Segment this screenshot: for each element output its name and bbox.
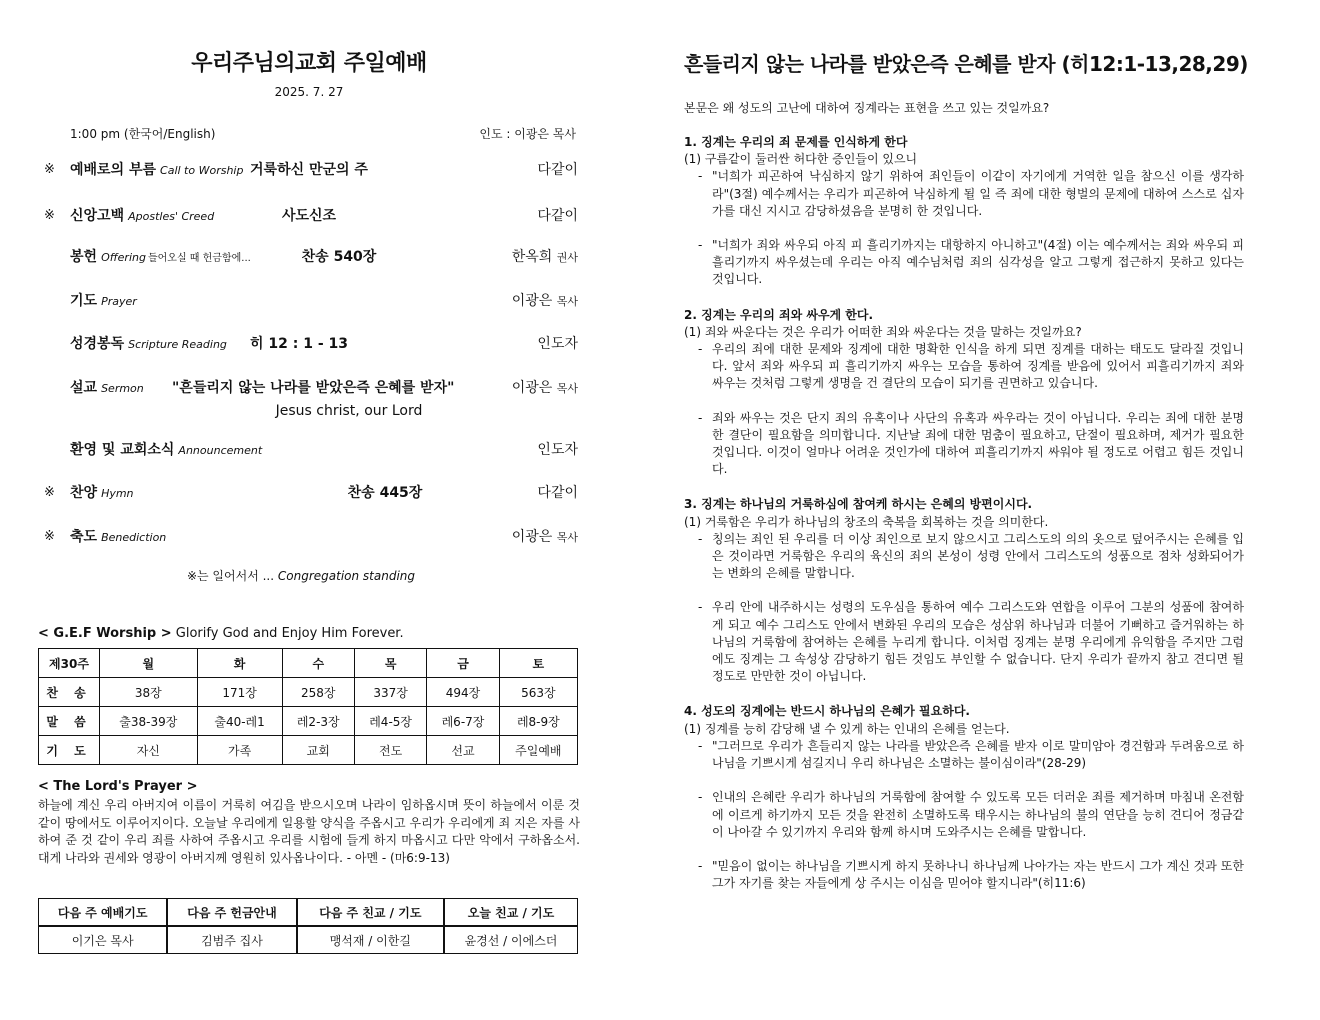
table-row (38, 926, 578, 954)
standing-note (30, 567, 572, 584)
order-item-ko-label: 신앙고백 (70, 208, 125, 224)
order-item-content: 거룩하신 만군의 주 (250, 162, 368, 178)
section-bullet (684, 789, 1244, 841)
order-item-content: 히 12 : 1 - 13 (249, 336, 348, 352)
standing-mark: ※ (44, 485, 55, 500)
order-item-content: 사도신조 (281, 208, 337, 224)
order-item-ko-label: 찬양 (70, 485, 98, 501)
order-item (38, 205, 580, 229)
bullet-text: "그러므로 우리가 흔들리지 않는 나라를 받았은즉 은혜를 받자 이로 말미암아 경건함과 두려움으로 하나님을 기쁘시게 섬길지니 우리 하나님은 소멸하는 불이심이라"(28-29) (712, 738, 1244, 771)
outline-section (684, 496, 1244, 685)
sermon-subtitle: Jesus christ, our Lord (275, 403, 423, 419)
table-row-header: 말 씀 (39, 707, 100, 736)
section-bullet (684, 410, 1244, 479)
section-bullet (684, 599, 1244, 685)
dash-icon: - (698, 410, 703, 425)
outline-section (684, 134, 1244, 289)
lords-prayer-title: < The Lord's Prayer > (38, 779, 198, 794)
order-item (38, 526, 580, 550)
person-title: 목사 (556, 295, 578, 308)
table-cell: 38장 (100, 678, 198, 707)
section-bullet (684, 738, 1244, 772)
table-cell: 258장 (282, 678, 354, 707)
table-cell: 가족 (197, 736, 282, 765)
person-name: 이광은 (511, 293, 553, 309)
sermon-outline-title: 흔들리지 않는 나라를 받았은즉 은혜를 받자 (히12:1-13,28,29) (684, 52, 1248, 76)
section-bullet (684, 341, 1244, 393)
order-item-person: 다같이 (537, 208, 578, 224)
order-item-extra: 들어오실 때 헌금함에... (147, 253, 251, 264)
dash-icon: - (698, 600, 703, 615)
table-header: 오늘 친교 / 기도 (444, 898, 578, 926)
table-cell: 레6-7장 (427, 707, 499, 736)
person-name: 이광은 (511, 529, 553, 545)
order-item-english: Apostles' Creed (128, 210, 215, 223)
gef-label: < G.E.F Worship > (38, 626, 172, 641)
bullet-text: 죄와 싸우는 것은 단지 죄의 유혹이나 사단의 유혹과 싸우라는 것이 아닙니다. 우리는 죄에 대한 분명한 결단이 필요함을 의미합니다. 지난날 죄에 대한 멈춤이 필요하고, 단절이 필요하며, 제거가 필요한 것입니다. 이것이 얼마나 어려운 것인가에 대하여 피흘리기까지 싸워야 될 정도로 어렵고 힘든 것입니다. (712, 410, 1244, 477)
service-time: 1:00 pm (한국어/English) (70, 127, 216, 141)
table-cell: 김범주 집사 (167, 926, 296, 954)
person-title: 목사 (556, 382, 578, 395)
section-heading: 1. 징계는 우리의 죄 문제를 인식하게 한다 (684, 135, 908, 149)
table-cell: 레2-3장 (282, 707, 354, 736)
order-item-content: 찬송 445장 (347, 485, 423, 501)
section-heading: 4. 성도의 징계에는 반드시 하나님의 은혜가 필요하다. (684, 704, 970, 719)
order-item-korean (70, 377, 144, 397)
table-row (39, 736, 578, 765)
order-item (38, 482, 580, 506)
section-bullet (684, 168, 1244, 220)
order-item-english: Scripture Reading (128, 338, 227, 351)
table-row (39, 678, 578, 707)
order-item-ko-label: 예배로의 부름 (70, 162, 157, 178)
order-item-english: Prayer (101, 295, 137, 308)
bullet-text: "너희가 죄와 싸우되 아직 피 흘리기까지는 대항하지 아니하고"(4절) 이는 예수께서는 죄와 싸우되 피흘리기까지 싸우셨는데 우리는 아직 예수님처럼 죄의 심각성을 알고 그렇게 접근하지 못하고 있다는 것입니다. (712, 238, 1244, 287)
table-cell: 563장 (499, 678, 577, 707)
standing-mark: ※ (44, 162, 55, 177)
table-cell: 교회 (282, 736, 354, 765)
table-header: 월 (100, 649, 198, 678)
dash-icon: - (698, 169, 703, 184)
section-bullet (684, 237, 1244, 289)
table-cell: 337장 (354, 678, 426, 707)
bullet-text: 우리 안에 내주하시는 성령의 도우심을 통하여 예수 그리스도와 연합을 이루어 그분의 성품에 참여하게 되고 예수 그리스도 안에서 변화된 우리의 모습은 성삼위 하나님과 더불어 기뻐하고 즐거워하는 하나님의 거룩함에 참여하는 은혜를 누리게 합니다. 이처럼 징계는 분명 우리에게 유익함을 주지만 그럼에도 징계는 그 속성상 감당하기 힘든 것임도 부인할 수 없습니다. 단지 우리가 끝까지 참고 견디면 될 정도로 만만한 것이 아닙니다. (712, 600, 1244, 684)
table-header: 수 (282, 649, 354, 678)
bullet-text: 우리의 죄에 대한 문제와 징계에 대한 명확한 인식을 하게 되면 징계를 대하는 태도도 달라질 것입니다. 앞서 죄와 싸우되 피 흘리기까지 싸우는 모습을 통하여 징계를 받음에 있어서 피흘리기까지 죄와 싸우는 것처럼 그렇게 생명을 건 결단의 모습이 되기를 권면하고 있습니다. (712, 342, 1244, 391)
order-item-english: Offering (101, 251, 146, 264)
section-point: (1) 죄와 싸운다는 것은 우리가 어떠한 죄와 싸운다는 것을 말하는 것일까요? (684, 324, 1082, 339)
order-item (38, 159, 580, 183)
order-item-ko-label: 환영 및 교회소식 (70, 442, 175, 458)
dash-icon: - (698, 342, 703, 357)
standing-mark: ※ (44, 529, 55, 544)
bullet-text: "너희가 피곤하여 낙심하지 않기 위하여 죄인들이 이같이 자기에게 거역한 일을 참으신 이를 생각하라"(3절) 예수께서는 우리가 피곤하여 낙심하게 될 일 즉 죄에 대한 형벌의 문제에 대하여 스스로 십자가를 대신 지시고 감당하셨음을 분명히 한 것입니다. (712, 169, 1244, 218)
order-item-person: 다같이 (537, 485, 578, 501)
order-item-person (512, 377, 578, 397)
bullet-text: "믿음이 없이는 하나님을 기쁘시게 하지 못하나니 하나님께 나아가는 자는 반드시 그가 계신 것과 또한 그가 자기를 찾는 자들에게 상 주시는 이심을 믿어야 할지니라"(히11:6) (712, 858, 1244, 891)
order-item (38, 333, 580, 357)
outline-section (684, 307, 1244, 479)
person-name: 한옥희 (511, 249, 553, 265)
table-cell: 171장 (197, 678, 282, 707)
section-point: (1) 구름같이 둘러싼 허다한 증인들이 있으니 (684, 152, 918, 167)
service-leader: 인도 : 이광은 목사 (479, 127, 576, 141)
service-meta (38, 125, 580, 145)
section-heading: 3. 징계는 하나님의 거룩하심에 참여케 하시는 은혜의 방편이시다. (684, 497, 1033, 512)
order-item-korean (70, 290, 137, 310)
order-item-ko-label: 설교 (70, 380, 98, 396)
table-row-header: 기 도 (39, 736, 100, 765)
order-item-english: Hymn (101, 487, 134, 500)
table-cell: 윤경선 / 이에스더 (444, 926, 578, 954)
table-cell: 맹석재 / 이한길 (297, 926, 444, 954)
bullet-text: 인내의 은혜란 우리가 하나님의 거룩함에 참여할 수 있도록 모든 더러운 죄를 제거하며 마침내 온전함에 이르게 하기까지 모든 것을 완전히 소멸하도록 태우시는 하나님의 불의 연단을 능히 견디어 정금같이 나아갈 수 있기까지 우리와 함께 하시며 도와주시는 은혜를 말합니다. (712, 790, 1244, 839)
table-header: 다음 주 예배기도 (38, 898, 167, 926)
table-cell: 출40-레1 (197, 707, 282, 736)
order-item-ko-label: 축도 (70, 529, 98, 545)
table-cell: 레8-9장 (499, 707, 577, 736)
order-item-person (512, 526, 578, 546)
weekly-schedule-table (38, 648, 578, 765)
outline-section (684, 703, 1244, 892)
person-title: 목사 (556, 531, 578, 544)
lords-prayer-text: 하늘에 계신 우리 아버지여 이름이 거룩히 여김을 받으시오며 나라이 임하옵시며 뜻이 하늘에서 이룬 것 같이 땅에서도 이루어지이다. 오늘날 우리에게 일용할 양식을 주옵시고 우리가 우리에게 죄 지은 자를 사하여 준 것 같이 우리 죄를 사하여 주옵시고 우리를 시험에 들게 하지 마옵시고 다만 악에서 구하옵소서. 대게 나라와 권세와 영광이 아버지께 영원히 있사옵나이다. - 아멘 - (마6:9-13) (38, 798, 580, 865)
person-name: 이광은 (511, 380, 553, 396)
table-header: 화 (197, 649, 282, 678)
gef-worship-line (38, 626, 404, 641)
standing-note-ko: ※는 일어서서 ... (186, 569, 275, 583)
order-item-english: Call to Worship (160, 164, 244, 177)
table-cell: 레4-5장 (354, 707, 426, 736)
table-row (38, 898, 578, 926)
table-header: 목 (354, 649, 426, 678)
dash-icon: - (698, 738, 703, 753)
order-item-korean (70, 526, 166, 546)
table-row (39, 649, 578, 678)
order-item-korean (70, 439, 262, 459)
table-cell: 494장 (427, 678, 499, 707)
order-item-person: 인도자 (537, 442, 578, 458)
dash-icon: - (698, 790, 703, 805)
sermon-intro: 본문은 왜 성도의 고난에 대하여 징계라는 표현을 쓰고 있는 것일까요? (684, 101, 1050, 115)
section-bullet (684, 531, 1244, 583)
sermon-outline-page (684, 0, 1248, 892)
bullet-text: 칭의는 죄인 된 우리를 더 이상 죄인으로 보지 않으시고 그리스도의 의의 옷으로 덮어주시는 은혜를 입은 것이라면 거룩함은 우리의 육신의 죄의 본성이 성령 안에서 그리스도의 성품으로 점차 성화되어가는 변화의 은혜를 말합니다. (712, 531, 1244, 581)
order-item (38, 439, 580, 463)
section-bullet (684, 858, 1244, 892)
table-header: 금 (427, 649, 499, 678)
dash-icon: - (698, 858, 703, 873)
order-item-person: 인도자 (537, 336, 578, 352)
table-row (39, 707, 578, 736)
order-item (38, 290, 580, 314)
order-item-sermon (38, 377, 580, 401)
dash-icon: - (698, 238, 703, 253)
gef-text: Glorify God and Enjoy Him Forever. (175, 626, 404, 641)
order-item-content: 찬송 540장 (301, 249, 377, 265)
table-header: 다음 주 헌금안내 (167, 898, 296, 926)
order-item-ko-label: 기도 (70, 293, 98, 309)
order-item (38, 246, 580, 270)
order-item-ko-label: 봉헌 (70, 249, 98, 265)
table-cell: 자신 (100, 736, 198, 765)
table-cell: 전도 (354, 736, 426, 765)
duty-table (38, 898, 578, 954)
table-cell: 이기은 목사 (38, 926, 167, 954)
order-item-english: Sermon (101, 382, 144, 395)
table-header: 다음 주 친교 / 기도 (297, 898, 444, 926)
standing-mark: ※ (44, 208, 55, 223)
standing-note-en: Congregation standing (277, 569, 416, 583)
dash-icon: - (698, 531, 703, 546)
table-cell: 주일예배 (499, 736, 577, 765)
order-item-ko-label: 성경봉독 (70, 336, 125, 352)
service-date: 2025. 7. 27 (274, 85, 344, 99)
person-title: 권사 (556, 251, 578, 264)
table-header: 토 (499, 649, 577, 678)
order-item-person (512, 290, 578, 310)
page-title: 우리주님의교회 주일예배 (191, 51, 427, 76)
table-header: 제30주 (39, 649, 100, 678)
section-point: (1) 거룩함은 우리가 하나님의 창조의 축복을 회복하는 것을 의미한다. (684, 514, 1049, 529)
order-item-english: Announcement (178, 444, 263, 457)
table-row-header: 찬 송 (39, 678, 100, 707)
bulletin-left-page (38, 0, 580, 948)
table-cell: 선교 (427, 736, 499, 765)
section-heading: 2. 징계는 우리의 죄와 싸우게 한다. (684, 307, 874, 322)
order-item-english: Benediction (101, 531, 167, 544)
sermon-title: "흔들리지 않는 나라를 받았은즉 은혜를 받자" (172, 380, 455, 396)
table-cell: 출38-39장 (100, 707, 198, 736)
order-item-person: 다같이 (537, 162, 578, 178)
order-item-person (512, 246, 578, 266)
section-point: (1) 징계를 능히 감당해 낼 수 있게 하는 인내의 은혜를 얻는다. (684, 721, 1010, 736)
